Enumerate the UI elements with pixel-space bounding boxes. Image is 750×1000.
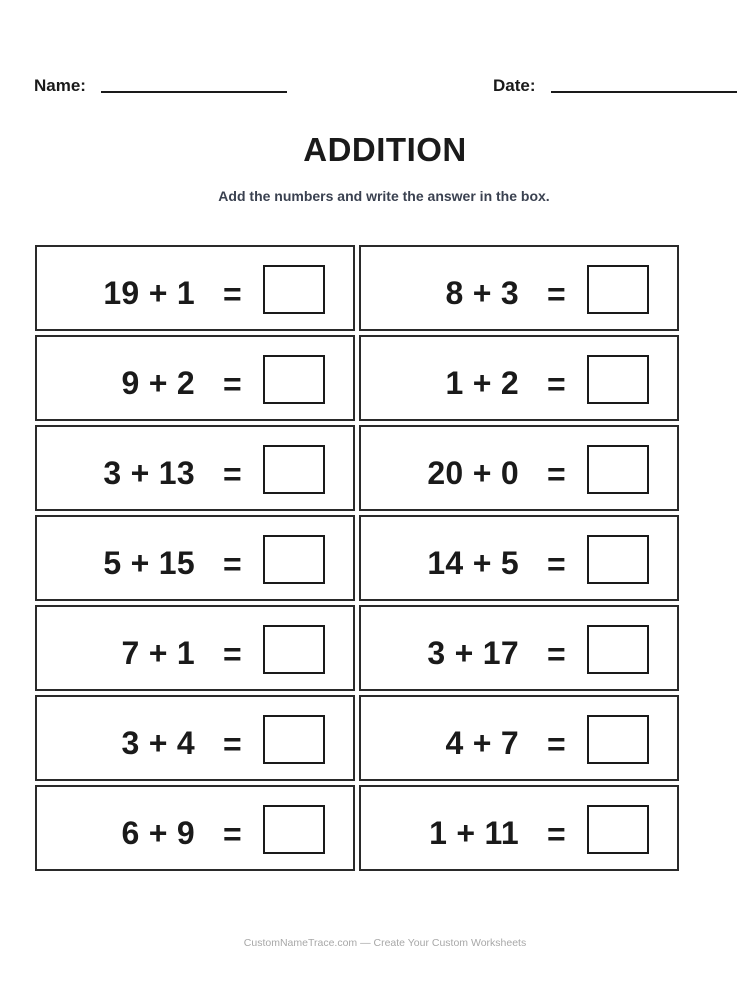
equals-sign: =	[223, 546, 242, 582]
equation: 19 + 1	[103, 275, 195, 311]
problem-cell	[359, 335, 679, 421]
answer-box[interactable]	[263, 535, 325, 584]
name-field[interactable]	[101, 91, 287, 93]
footer-credit: CustomNameTrace.com — Create Your Custom Worksheets	[243, 937, 527, 949]
equation: 1 + 11	[429, 815, 519, 851]
equation: 6 + 9	[121, 815, 195, 851]
answer-box[interactable]	[587, 625, 649, 674]
problem-cell	[35, 515, 355, 601]
problem-cell	[35, 695, 355, 781]
problem-cell	[359, 515, 679, 601]
answer-box[interactable]	[263, 445, 325, 494]
answer-box[interactable]	[587, 445, 649, 494]
equals-sign: =	[223, 636, 242, 672]
equation: 3 + 4	[121, 725, 195, 761]
equation: 7 + 1	[121, 635, 195, 671]
equation: 5 + 15	[103, 545, 195, 581]
answer-box[interactable]	[263, 355, 325, 404]
problem-cell	[359, 785, 679, 871]
equation: 4 + 7	[445, 725, 519, 761]
equals-sign: =	[547, 456, 566, 492]
problem-cell	[359, 425, 679, 511]
answer-box[interactable]	[587, 715, 649, 764]
equals-sign: =	[223, 456, 242, 492]
header-row	[0, 76, 750, 98]
answer-box[interactable]	[587, 535, 649, 584]
equals-sign: =	[547, 366, 566, 402]
answer-box[interactable]	[587, 805, 649, 854]
equation: 20 + 0	[427, 455, 519, 491]
equals-sign: =	[223, 276, 242, 312]
equals-sign: =	[223, 366, 242, 402]
equals-sign: =	[547, 636, 566, 672]
problem-cell	[359, 695, 679, 781]
answer-box[interactable]	[587, 355, 649, 404]
answer-box[interactable]	[263, 805, 325, 854]
answer-box[interactable]	[263, 265, 325, 314]
problem-cell	[35, 785, 355, 871]
equation: 3 + 17	[427, 635, 519, 671]
equation: 3 + 13	[103, 455, 195, 491]
date-field[interactable]	[551, 91, 737, 93]
equals-sign: =	[223, 726, 242, 762]
equation: 14 + 5	[427, 545, 519, 581]
equation: 8 + 3	[445, 275, 519, 311]
equals-sign: =	[547, 546, 566, 582]
equation: 1 + 2	[445, 365, 519, 401]
name-label: Name:	[34, 76, 86, 95]
problem-cell	[35, 605, 355, 691]
answer-box[interactable]	[263, 715, 325, 764]
equals-sign: =	[547, 276, 566, 312]
problem-cell	[359, 605, 679, 691]
problem-cell	[35, 245, 355, 331]
date-label: Date:	[493, 76, 536, 95]
equals-sign: =	[223, 816, 242, 852]
problem-cell	[35, 425, 355, 511]
answer-box[interactable]	[587, 265, 649, 314]
problem-cell	[35, 335, 355, 421]
equals-sign: =	[547, 726, 566, 762]
problem-cell	[359, 245, 679, 331]
answer-box[interactable]	[263, 625, 325, 674]
instructions: Add the numbers and write the answer in the box.	[218, 188, 550, 204]
page-title: ADDITION	[303, 131, 467, 168]
equation: 9 + 2	[121, 365, 195, 401]
equals-sign: =	[547, 816, 566, 852]
